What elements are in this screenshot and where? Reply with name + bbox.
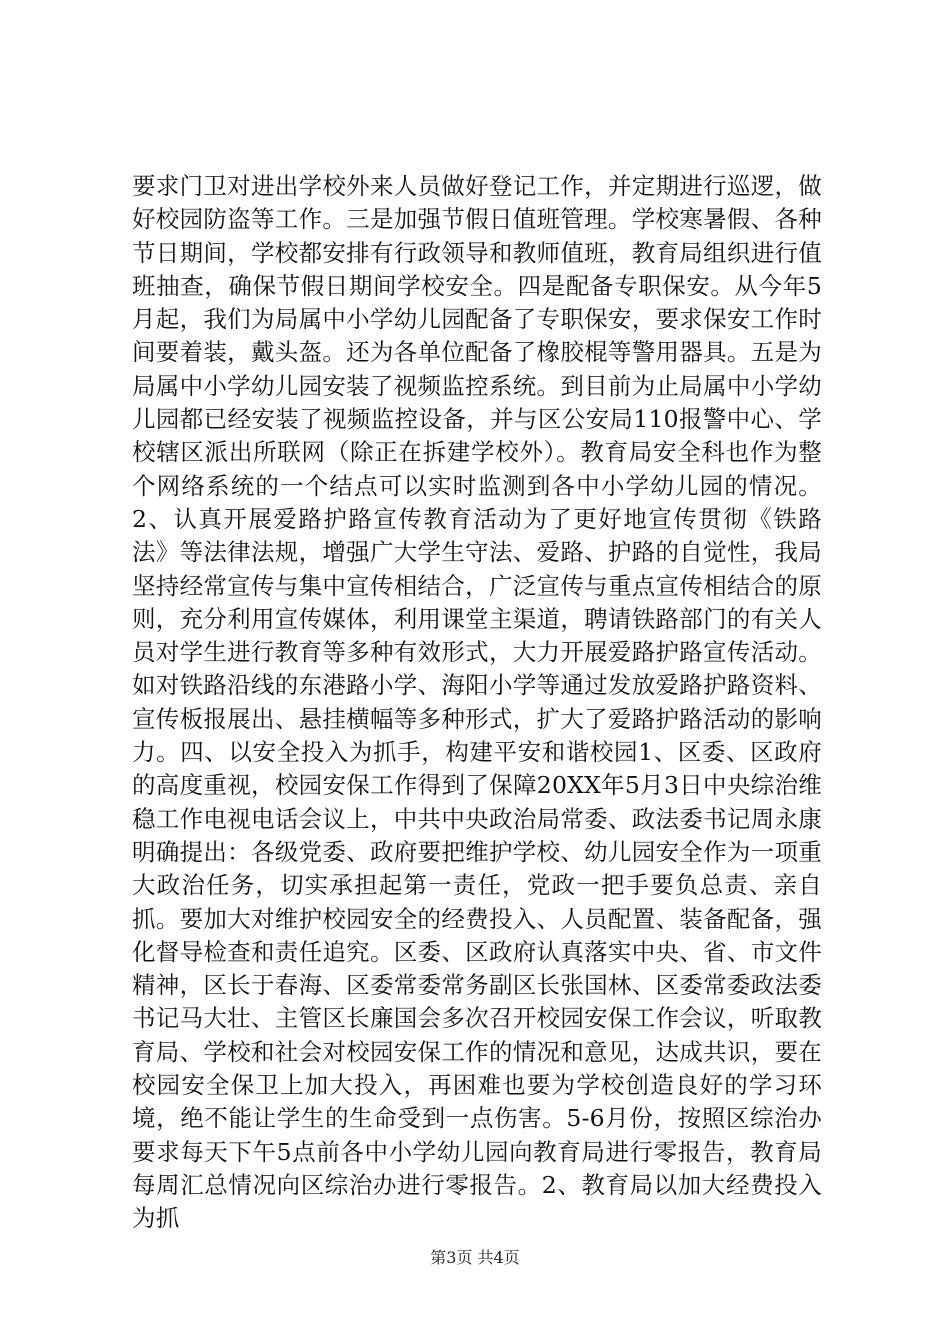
body-paragraph: 要求门卫对进出学校外来人员做好登记工作，并定期进行巡逻，做好校园防盗等工作。三是加强节假日值班管理。学校寒暑假、各种节日期间，学校都安排有行政领导和教师值班，教育局组织进行值班抽查，确保节假日期间学校安全。四是配备专职保安。从今年5月起，我们为局属中小学幼儿园配备了专职保安，要求保安工作时间要着装，戴头盔。还为各单位配备了橡胶棍等警用器具。五是为局属中小学幼儿园安装了视频监控系统。到目前为止局属中小学幼儿园都已经安装了视频监控设备，并与区公安局110报警中心、学校辖区派出所联网（除正在拆建学校外）。教育局安全科也作为整个网络系统的一个结点可以实时监测到各中小学幼儿园的情况。2、认真开展爱路护路宣传教育活动为了更好地宣传贯彻《铁路法》等法律法规，增强广大学生守法、爱路、护路的自觉性，我局坚持经常宣传与集中宣传相结合，广泛宣传与重点宣传相结合的原则，充分利用宣传媒体，利用课堂主渠道，聘请铁路部门的有关人员对学生进行教育等多种有效形式，大力开展爱路护路宣传活动。如对铁路沿线的东港路小学、海阳小学等通过发放爱路护路资料、宣传板报展出、悬挂横幅等多种形式，扩大了爱路护路活动的影响力。四、以安全投入为抓手，构建平安和谐校园1、区委、区政府的高度重视，校园安保工作得到了保障20XX年5月3日中央综治维稳工作电视电话会议上，中共中央政治局常委、政法委书记周永康明确提出：各级党委、政府要把维护学校、幼儿园安全作为一项重大政治任务，切实承担起第一责任，党政一把手要负总责、亲自抓。要加大对维护校园安全的经费投入、人员配置、装备配备，强化督导检查和责任追究。区委、区政府认真落实中央、省、市文件精神，区长于春海、区委常委常务副区长张国林、区委常委政法委书记马大壮、主管区长廉国会多次召开校园安保工作会议，听取教育局、学校和社会对校园安保工作的情况和意见，达成共识，要在校园安全保卫上加大投入，再困难也要为学校创造良好的学习环境，绝不能让学生的生命受到一点伤害。5-6月份，按照区综治办要求每天下午5点前各中小学幼儿园向教育局进行零报告，教育局每周汇总情况向区综治办进行零报告。2、教育局以加大经费投入为抓 [132,172,822,1233]
page-number-footer: 第3页 共4页 [430,1248,520,1267]
